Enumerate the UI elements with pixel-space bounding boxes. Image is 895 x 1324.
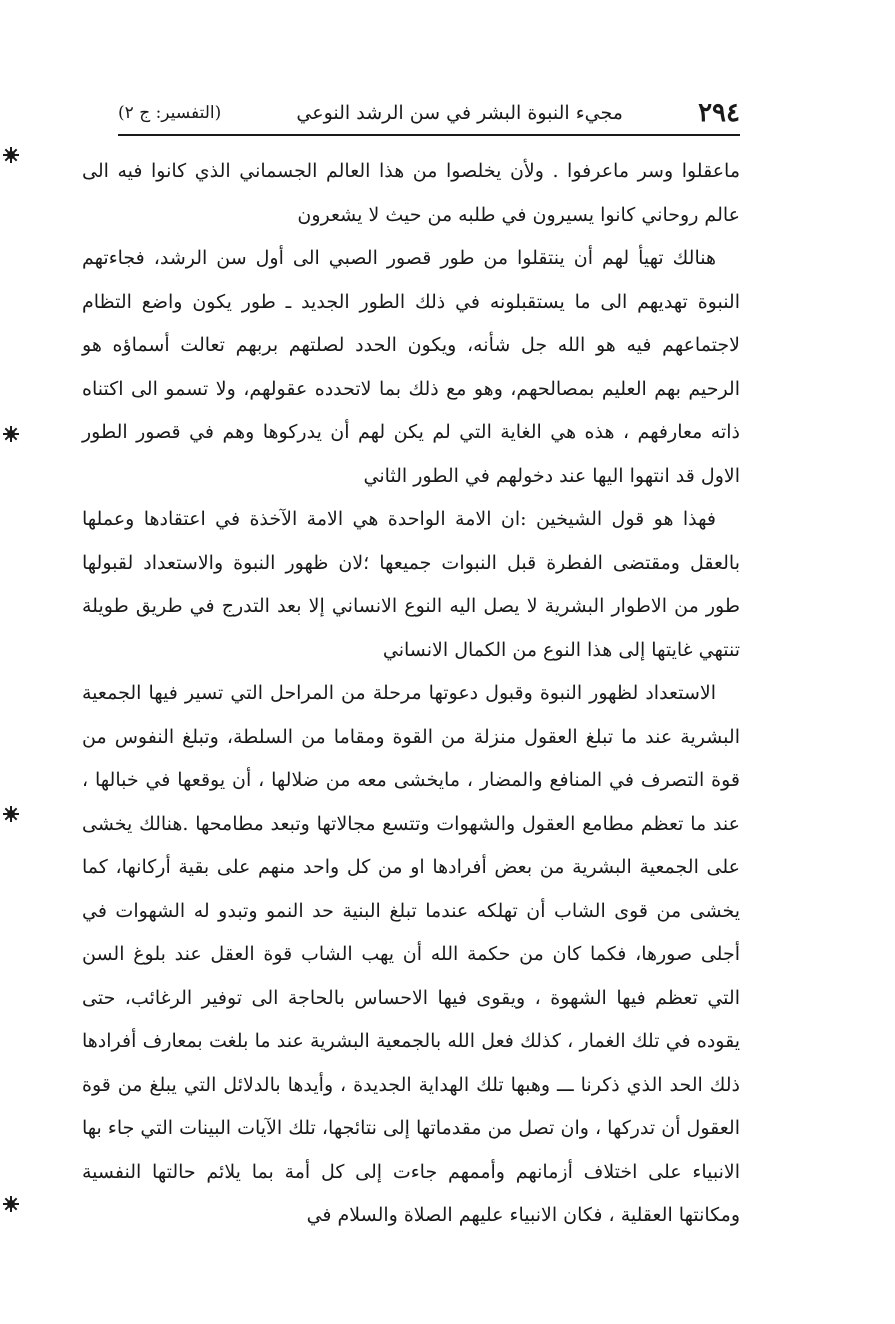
asterisk-mark-icon <box>2 146 20 164</box>
body-text <box>82 150 740 1238</box>
running-header <box>118 92 740 136</box>
book-title: مجيء النبوة البشر في سن الرشد النوعي <box>296 102 623 124</box>
paragraph: هنالك تهيأ لهم أن ينتقلوا من طور قصور الصبي الى أول سن الرشد، فجاءتهم النبوة تهديهم الى ما يستقبلونه في ذلك الطور الجديد ـ طور يكون واضع التظام لاجتماعهم فيه هو الله جل شأنه، ويكون الحدد لصلتهم بربهم تعالت أسماؤه هو الرحيم بهم العليم بمصالحهم، وهو مع ذلك بما لاتحدده عقولهم، ولا تسمو الى اكتناه ذاته معارفهم ، هذه هي الغاية التي لم يكن لهم أن يدركوها وهم في قصور الطور الاول قد انتهوا اليها عند دخولهم في الطور الثاني <box>82 247 740 487</box>
section-tag: (التفسير: ج ٢) <box>118 103 222 123</box>
paragraph: فهذا هو قول الشيخين :ان الامة الواحدة هي الامة الآخذة في اعتقادها وعملها بالعقل ومقتضى الفطرة قبل النبوات جميعها ؛لان ظهور النبوة والاستعداد لقبولها طور من الاطوار البشرية لا يصل اليه النوع الانساني إلا بعد التدرج في طريق طويلة تنتهي غايتها إلى هذا النوع من الكمال الانساني <box>82 508 740 661</box>
paragraph: الاستعداد لظهور النبوة وقبول دعوتها مرحلة من المراحل التي تسير فيها الجمعية البشرية عند ما تبلغ العقول منزلة من القوة ومقاما من السلطة، وتبلغ النفوس من قوة التصرف في المنافع والمضار ، مايخشى معه من ضلالها ، أن يوقعها في خبالها ، عند ما تعظم مطامع العقول والشهوات وتتسع مجالاتها وتبعد مطامحها .هنالك يخشى على الجمعية البشرية من بعض أفرادها او من كل واحد منهم على بقية أركانها، كما يخشى من قوى الشاب أن تهلكه عندما تبلغ البنية حد النمو وتبدو له الشهوات في أجلى صورها، فكما كان من حكمة الله أن يهب الشاب قوة العقل عند بلوغ السن التي تعظم فيها الشهوة ، ويقوى فيها الاحساس بالحاجة الى توفير الرغائب، حتى يقوده في تلك الغمار ، كذلك فعل الله بالجمعية البشرية عند ما بلغت بمعارف أفرادها ذلك الحد الذي ذكرنا ـــ وهبها تلك الهداية الجديدة ، وأيدها بالدلائل التي يبلغ من قوة العقول أن تدركها ، وان تصل من مقدماتها إلى نتائجها، تلك الآيات البينات التي جاء بها الانبياء على اختلاف أزمانهم وأممهم جاءت إلى كل أمة بما يلائم حالتها النفسية ومكانتها العقلية ، فكان الانبياء عليهم الصلاة والسلام في <box>82 682 740 1226</box>
asterisk-mark-icon <box>2 425 20 443</box>
page-number: ٢٩٤ <box>698 98 740 128</box>
paragraph: ماعقلوا وسر ماعرفوا . ولأن يخلصوا من هذا العالم الجسماني الذي كانوا فيه الى عالم روحاني كانوا يسيرون في طلبه من حيث لا يشعرون <box>82 160 740 226</box>
asterisk-mark-icon <box>2 1195 20 1213</box>
asterisk-mark-icon <box>2 805 20 823</box>
